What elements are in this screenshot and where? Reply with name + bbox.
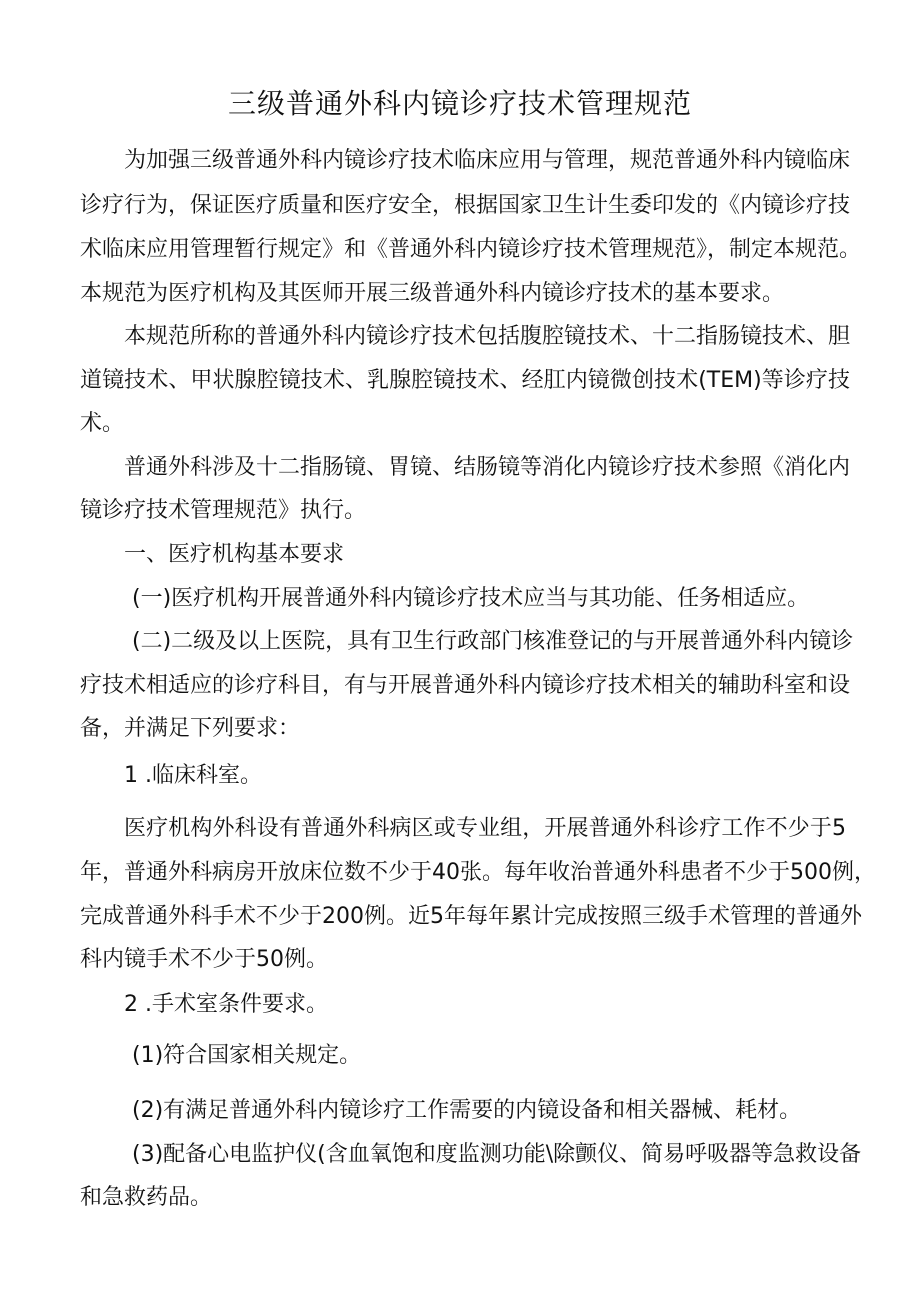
paragraph-line: 和急救药品。 [80, 1185, 213, 1210]
paragraph-line: 科内镜手术不少于50例。 [80, 947, 328, 972]
paragraph-line: 完成普通外科手术不少于200例。近5年每年累计完成按照三级手术管理的普通外 [80, 904, 862, 929]
paragraph-line: 诊疗行为，保证医疗质量和医疗安全，根据国家卫生计生委印发的《内镜诊疗技 [80, 193, 851, 218]
list-item: (1)符合国家相关规定。 [132, 1043, 362, 1068]
document-title: 三级普通外科内镜诊疗技术管理规范 [227, 87, 692, 120]
paragraph-line: 道镜技术、甲状腺腔镜技术、乳腺腔镜技术、经肛内镜微创技术(TEM)等诊疗技 [80, 368, 850, 393]
subsection-heading: 1 .临床科室。 [124, 763, 262, 788]
paragraph-line: 术临床应用管理暂行规定》和《普通外科内镜诊疗技术管理规范》，制定本规范。 [80, 237, 862, 262]
subsection-heading: 2 .手术室条件要求。 [124, 992, 328, 1017]
paragraph-line: 医疗机构外科设有普通外科病区或专业组，开展普通外科诊疗工作不少于5 [124, 816, 846, 841]
section-heading: 一、医疗机构基本要求 [124, 542, 345, 567]
paragraph-line: 本规范为医疗机构及其医师开展三级普通外科内镜诊疗技术的基本要求。 [80, 281, 785, 306]
paragraph-line: 镜诊疗技术管理规范》执行。 [80, 498, 367, 523]
paragraph-line: 年，普通外科病房开放床位数不少于40张。每年收治普通外科患者不少于500例， [80, 860, 876, 885]
paragraph-line: (二)二级及以上医院，具有卫生行政部门核准登记的与开展普通外科内镜诊 [132, 629, 854, 654]
paragraph-line: 术。 [80, 411, 125, 436]
paragraph-line: 备，并满足下列要求： [80, 716, 301, 741]
paragraph-line: 普通外科涉及十二指肠镜、胃镜、结肠镜等消化内镜诊疗技术参照《消化内 [124, 455, 851, 480]
paragraph-line: 为加强三级普通外科内镜诊疗技术临床应用与管理，规范普通外科内镜临床 [124, 148, 851, 173]
paragraph-line: 疗技术相适应的诊疗科目，有与开展普通外科内镜诊疗技术相关的辅助科室和设 [80, 673, 851, 698]
paragraph-line: 本规范所称的普通外科内镜诊疗技术包括腹腔镜技术、十二指肠镜技术、胆 [124, 324, 851, 349]
paragraph-line: (一)医疗机构开展普通外科内镜诊疗技术应当与其功能、任务相适应。 [132, 586, 810, 611]
list-item: (3)配备心电监护仪(含血氧饱和度监测功能\除颤仪、简易呼吸器等急救设备 [132, 1142, 862, 1167]
list-item: (2)有满足普通外科内镜诊疗工作需要的内镜设备和相关器械、耗材。 [132, 1098, 802, 1123]
